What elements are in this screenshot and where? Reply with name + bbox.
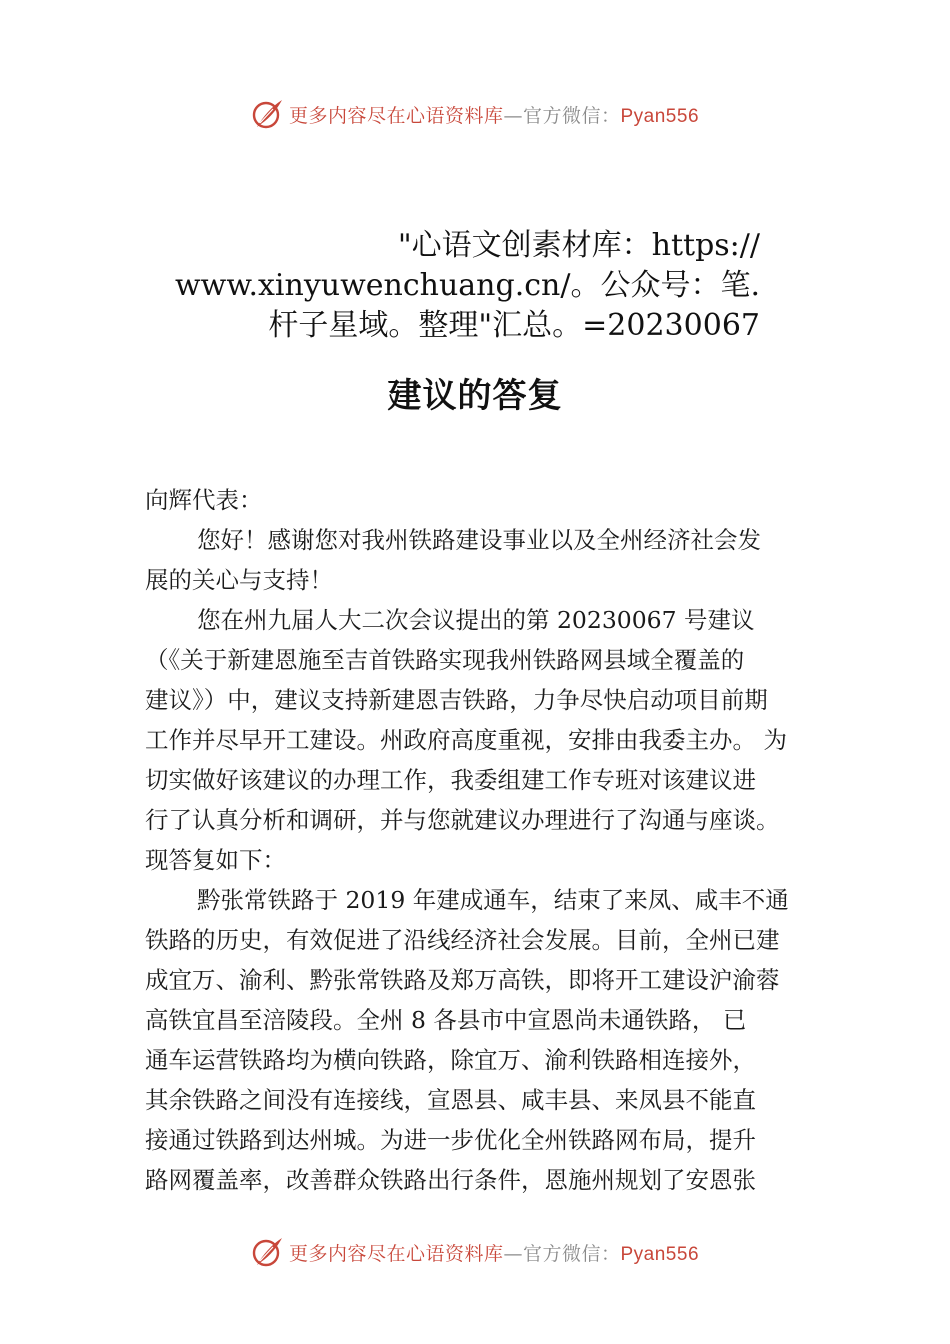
document-body bbox=[145, 480, 825, 1200]
banner-brand: 更多内容尽在心语资料库 bbox=[288, 1242, 504, 1265]
body-line: 其余铁路之间没有连接线，宣恩县、咸丰县、来凤县不能直 bbox=[145, 1086, 756, 1114]
quill-logo-icon bbox=[251, 1235, 285, 1269]
body-line: 建议》）中，建议支持新建恩吉铁路，力争尽快启动项目前期 bbox=[145, 686, 768, 714]
banner-contact-id: Pyan556 bbox=[620, 105, 700, 127]
body-line: 您在州九届人大二次会议提出的第 20230067 号建议 bbox=[197, 606, 755, 634]
body-line: 黔张常铁路于 2019 年建成通车，结束了来凤、咸丰不通 bbox=[197, 886, 789, 914]
banner-separator: — bbox=[503, 1242, 523, 1265]
body-line: 成宜万、渝利、黔张常铁路及郑万高铁，即将开工建设沪渝蓉 bbox=[145, 966, 780, 994]
source-note-line: "心语文创素材库：https:// bbox=[397, 228, 760, 263]
body-line: 现答复如下： bbox=[145, 846, 286, 874]
body-line: 工作并尽早开工建设。州政府高度重视，安排由我委主办。 为 bbox=[145, 726, 787, 754]
document-title: 建议的答复 bbox=[387, 376, 563, 416]
body-line: 展的关心与支持！ bbox=[145, 566, 333, 594]
banner-separator: — bbox=[503, 104, 523, 127]
header-banner bbox=[0, 92, 950, 136]
quill-logo-icon bbox=[251, 97, 285, 131]
body-line: 路网覆盖率，改善群众铁路出行条件，恩施州规划了安恩张 bbox=[145, 1166, 756, 1194]
banner-text bbox=[289, 1239, 699, 1266]
body-line: 行了认真分析和调研，并与您就建议办理进行了沟通与座谈。 bbox=[145, 806, 780, 834]
body-line: 您好！感谢您对我州铁路建设事业以及全州经济社会发 bbox=[197, 526, 761, 554]
body-line: 切实做好该建议的办理工作，我委组建工作专班对该建议进 bbox=[145, 766, 756, 794]
source-note-line: www.xinyuwenchuang.cn/。公众号：笔. bbox=[174, 268, 760, 303]
banner-brand: 更多内容尽在心语资料库 bbox=[288, 104, 504, 127]
body-line: 高铁宜昌至涪陵段。全州 8 各县市中宣恩尚未通铁路， 已 bbox=[145, 1006, 747, 1034]
banner-contact-label: 官方微信： bbox=[522, 104, 621, 127]
salutation: 向辉代表： bbox=[145, 486, 263, 514]
source-note-line: 杆子星域。整理"汇总。=20230067 bbox=[268, 308, 760, 343]
banner-contact-label: 官方微信： bbox=[522, 1242, 621, 1265]
footer-banner bbox=[0, 1230, 950, 1274]
banner-text bbox=[289, 101, 699, 128]
body-line: 接通过铁路到达州城。为进一步优化全州铁路网布局，提升 bbox=[145, 1126, 756, 1154]
source-note bbox=[140, 226, 760, 346]
body-line: 铁路的历史，有效促进了沿线经济社会发展。目前，全州已建 bbox=[145, 926, 780, 954]
body-line: 通车运营铁路均为横向铁路，除宜万、渝利铁路相连接外， bbox=[145, 1046, 756, 1074]
banner-contact-id: Pyan556 bbox=[620, 1243, 700, 1265]
body-line: （《关于新建恩施至吉首铁路实现我州铁路网县域全覆盖的 bbox=[145, 646, 745, 674]
